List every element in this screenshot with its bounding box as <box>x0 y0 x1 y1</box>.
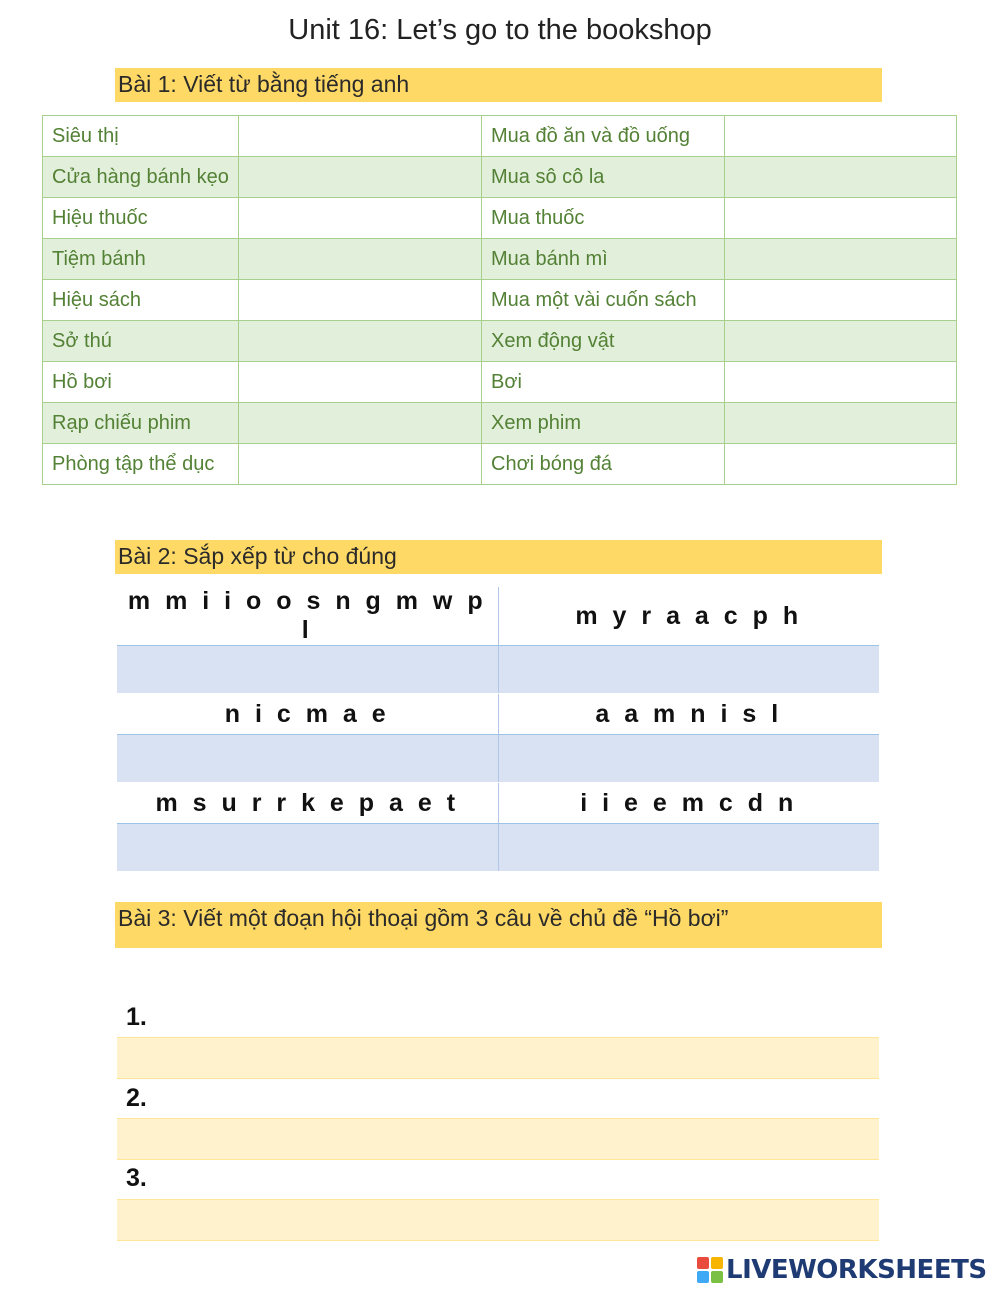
vietnamese-place: Hiệu thuốc <box>43 198 239 239</box>
answer-input-cell[interactable] <box>239 280 482 321</box>
page-title: Unit 16: Let’s go to the bookshop <box>288 14 712 46</box>
vietnamese-activity: Mua thuốc <box>482 198 725 239</box>
answer-input-cell[interactable] <box>239 157 482 198</box>
vietnamese-place: Sở thú <box>43 321 239 362</box>
answer-input-cell[interactable] <box>239 239 482 280</box>
vietnamese-activity: Mua một vài cuốn sách <box>482 280 725 321</box>
exercise-1-heading: Bài 1: Viết từ bằng tiếng anh <box>115 68 882 102</box>
vietnamese-place: Hiệu sách <box>43 280 239 321</box>
vietnamese-activity: Mua sô cô la <box>482 157 725 198</box>
scrambled-word: i i e e m c d n <box>498 783 879 824</box>
answer-row <box>117 735 879 783</box>
answer-input-cell[interactable] <box>498 646 879 694</box>
table-row <box>43 239 957 280</box>
vietnamese-activity: Xem động vật <box>482 321 725 362</box>
logo-square <box>711 1257 723 1269</box>
vietnamese-place: Phòng tập thể dục <box>43 444 239 485</box>
answer-input-cell[interactable] <box>117 824 498 872</box>
answer-input-cell[interactable] <box>725 239 957 280</box>
exercise-1-table <box>42 115 957 485</box>
answer-input-cell[interactable] <box>239 444 482 485</box>
line-number-1: 1. <box>126 1003 147 1031</box>
dialogue-line-input-2[interactable] <box>117 1118 879 1160</box>
table-row <box>43 280 957 321</box>
vietnamese-place: Tiệm bánh <box>43 239 239 280</box>
table-row <box>43 444 957 485</box>
vietnamese-place: Hồ bơi <box>43 362 239 403</box>
vietnamese-place: Rạp chiếu phim <box>43 403 239 444</box>
scrambled-word: a a m n i s l <box>498 694 879 735</box>
scrambled-word: n i c m a e <box>117 694 498 735</box>
vietnamese-activity: Mua đồ ăn và đồ uống <box>482 116 725 157</box>
scrambled-row <box>117 587 879 646</box>
scrambled-word: m m i i o o s n g m w p l <box>117 587 498 646</box>
answer-input-cell[interactable] <box>725 403 957 444</box>
logo-square <box>697 1271 709 1283</box>
dialogue-line-input-1[interactable] <box>117 1037 879 1079</box>
vietnamese-activity: Chơi bóng đá <box>482 444 725 485</box>
scrambled-word: m y r a a c p h <box>498 587 879 646</box>
answer-input-cell[interactable] <box>239 116 482 157</box>
answer-input-cell[interactable] <box>725 116 957 157</box>
vietnamese-activity: Xem phim <box>482 403 725 444</box>
table-row <box>43 157 957 198</box>
logo-text: LIVEWORKSHEETS <box>726 1255 987 1285</box>
answer-input-cell[interactable] <box>725 280 957 321</box>
table-row <box>43 198 957 239</box>
answer-input-cell[interactable] <box>239 362 482 403</box>
answer-input-cell[interactable] <box>725 157 957 198</box>
liveworksheets-logo <box>697 1253 987 1287</box>
answer-input-cell[interactable] <box>725 444 957 485</box>
answer-row <box>117 824 879 872</box>
answer-input-cell[interactable] <box>498 735 879 783</box>
dialogue-line-input-3[interactable] <box>117 1199 879 1241</box>
answer-row <box>117 646 879 694</box>
answer-input-cell[interactable] <box>117 735 498 783</box>
answer-input-cell[interactable] <box>725 198 957 239</box>
line-number-2: 2. <box>126 1084 147 1112</box>
exercise-2-heading: Bài 2: Sắp xếp từ cho đúng <box>115 540 882 574</box>
vietnamese-place: Cửa hàng bánh kẹo <box>43 157 239 198</box>
logo-square <box>711 1271 723 1283</box>
exercise-2-table <box>117 587 879 872</box>
answer-input-cell[interactable] <box>239 198 482 239</box>
table-row <box>43 362 957 403</box>
table-row <box>43 403 957 444</box>
vietnamese-activity: Bơi <box>482 362 725 403</box>
line-number-3: 3. <box>126 1164 147 1192</box>
scrambled-row <box>117 694 879 735</box>
vietnamese-activity: Mua bánh mì <box>482 239 725 280</box>
answer-input-cell[interactable] <box>117 646 498 694</box>
answer-input-cell[interactable] <box>239 321 482 362</box>
answer-input-cell[interactable] <box>725 362 957 403</box>
answer-input-cell[interactable] <box>498 824 879 872</box>
exercise-3-heading: Bài 3: Viết một đoạn hội thoại gồm 3 câu về chủ đề “Hồ bơi” <box>115 902 882 948</box>
liveworksheets-logo-icon <box>697 1257 723 1283</box>
table-row <box>43 116 957 157</box>
scrambled-word: m s u r r k e p a e t <box>117 783 498 824</box>
answer-input-cell[interactable] <box>725 321 957 362</box>
vietnamese-place: Siêu thị <box>43 116 239 157</box>
scrambled-row <box>117 783 879 824</box>
answer-input-cell[interactable] <box>239 403 482 444</box>
table-row <box>43 321 957 362</box>
logo-square <box>697 1257 709 1269</box>
